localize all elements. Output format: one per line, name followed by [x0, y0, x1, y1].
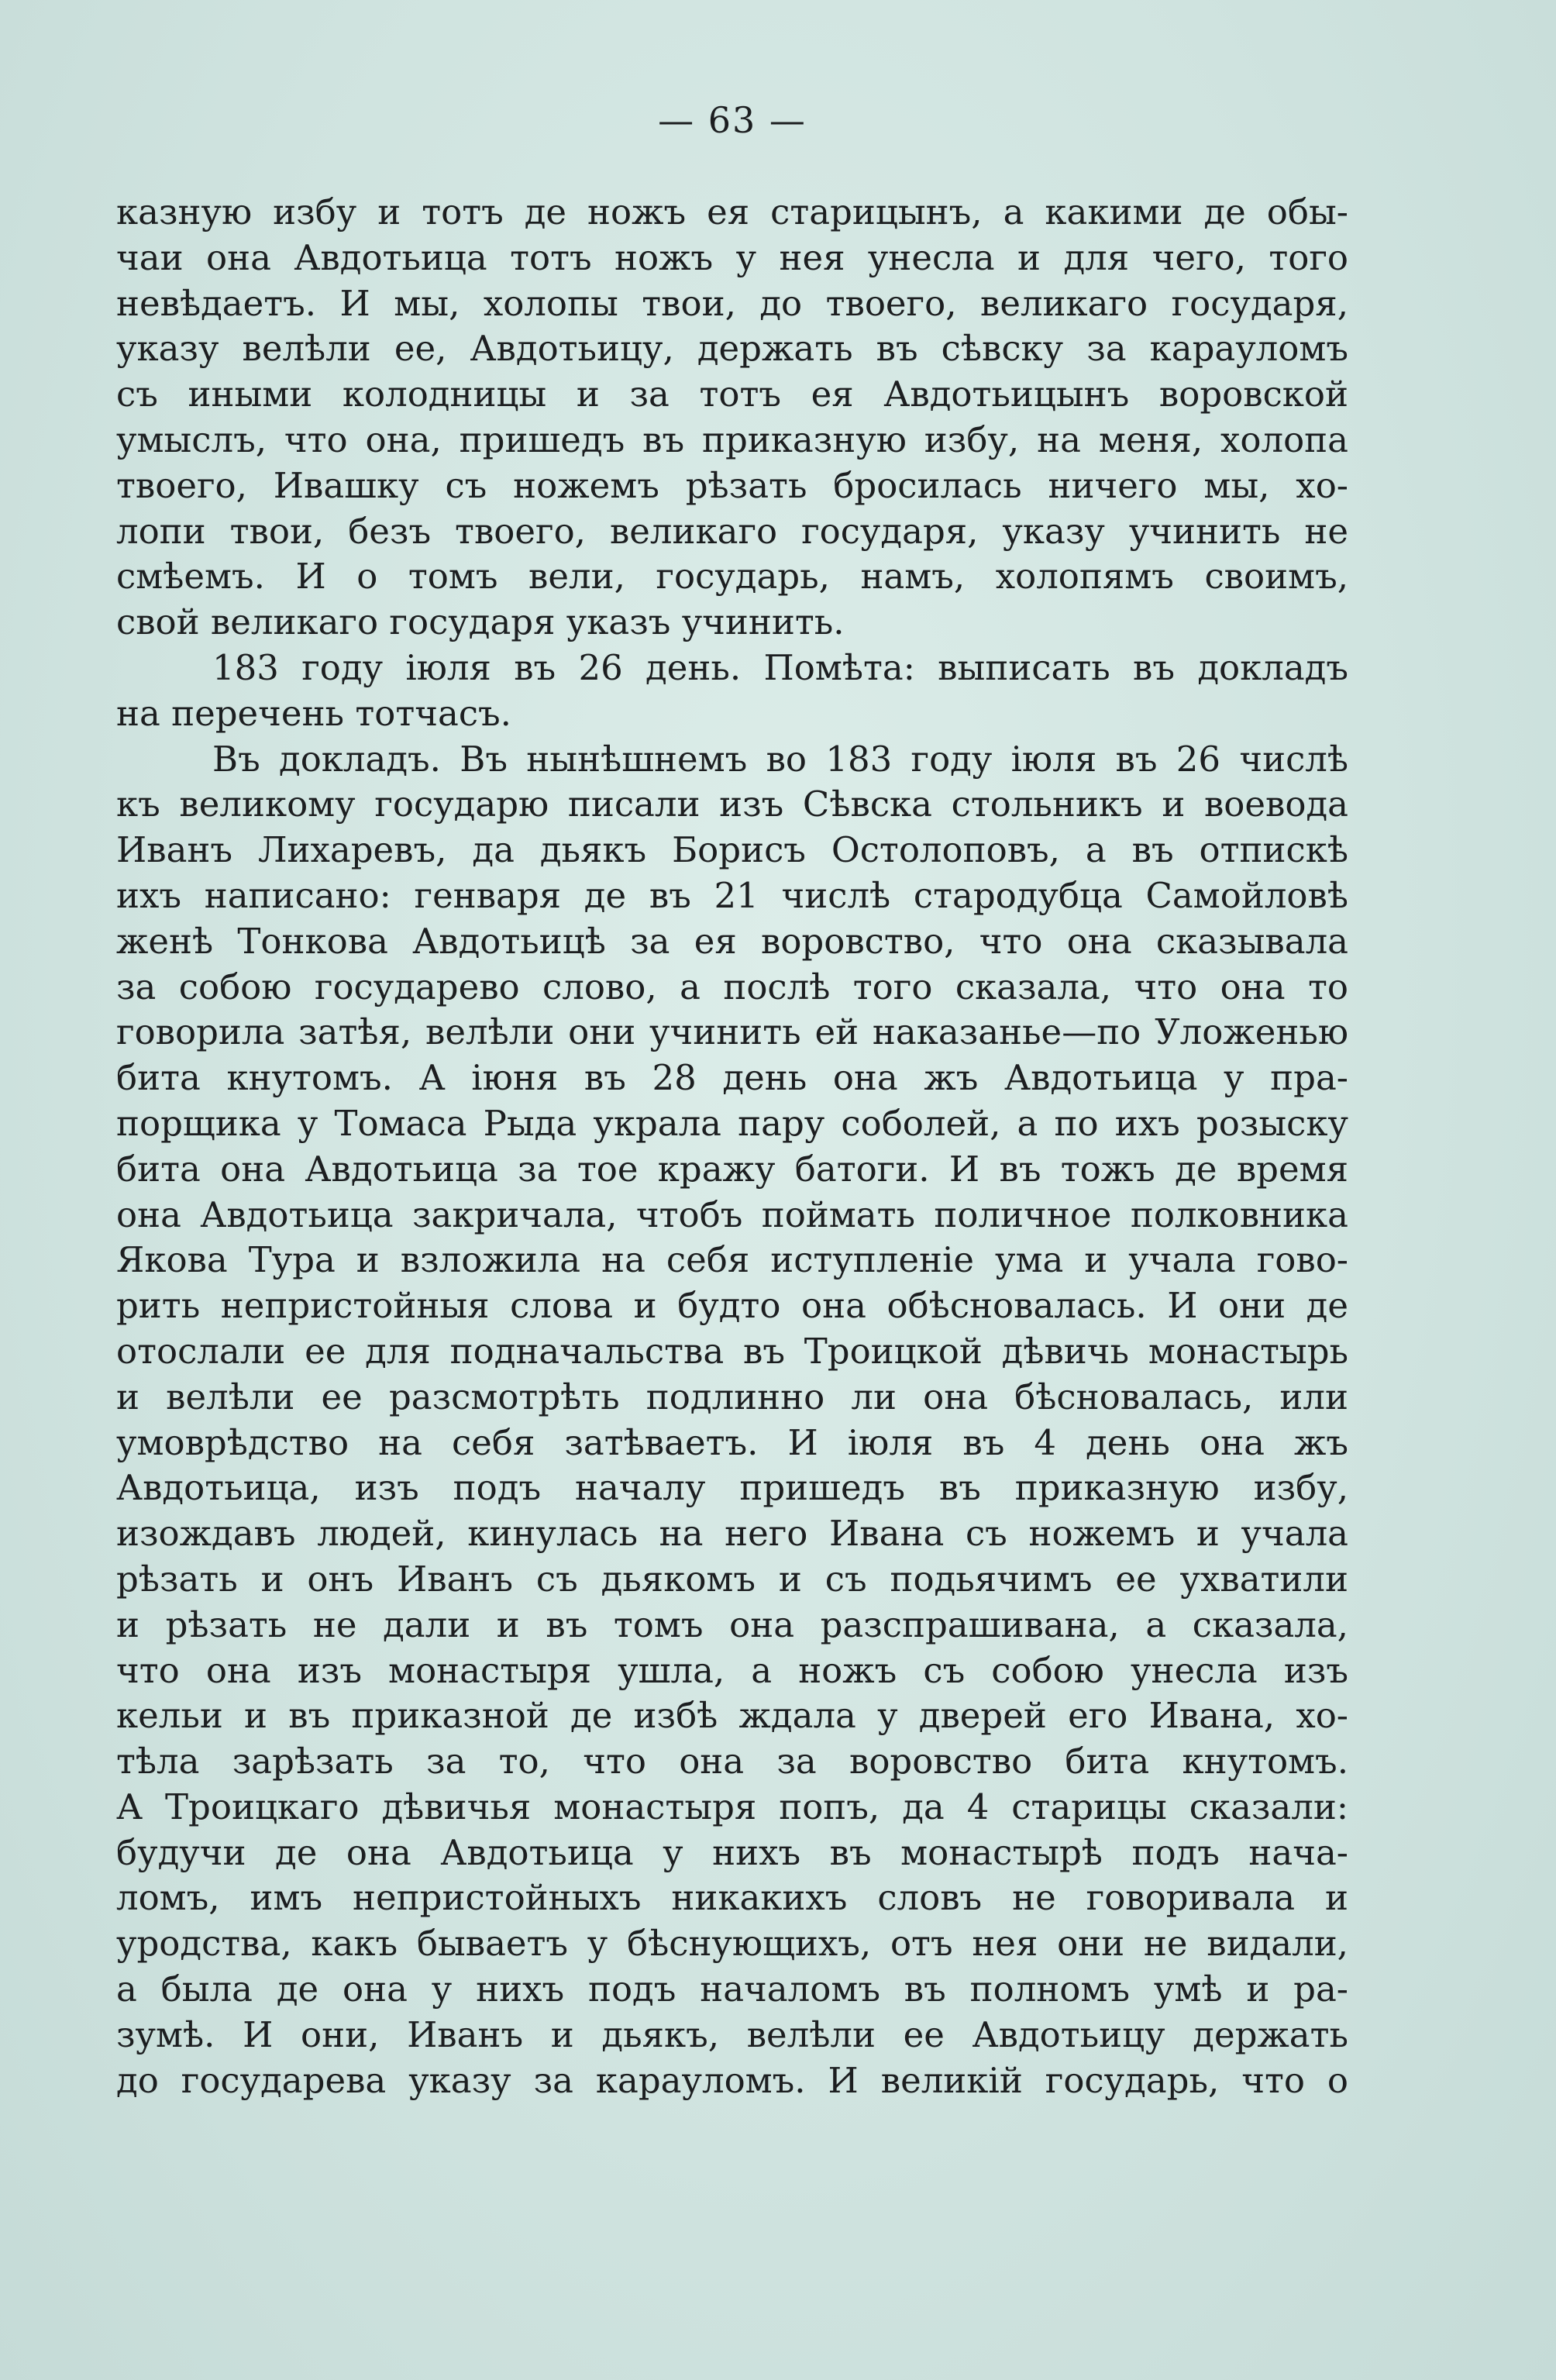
- text-line: рить непристойныя слова и будто она обѣсновалась. И они де: [116, 1285, 1348, 1327]
- text-line: казную избу и тотъ де ножъ ея старицынъ, а какими де обы-: [116, 191, 1348, 232]
- text-line: ихъ написано: генваря де въ 21 числѣ стародубца Самойловѣ: [116, 874, 1348, 916]
- text-line: и рѣзать не дали и въ томъ она разспрашивана, а сказала,: [116, 1603, 1348, 1645]
- text-line: женѣ Тонкова Авдотьицѣ за ея воровство, что она сказывала: [116, 920, 1348, 962]
- text-line: чаи она Авдотьица тотъ ножъ у нея унесла и для чего, того: [116, 236, 1348, 278]
- text-line: невѣдаетъ. И мы, холопы твои, до твоего, великаго государя,: [116, 282, 1348, 324]
- text-line: Въ докладъ. Въ нынѣшнемъ во 183 году іюля въ 26 числѣ: [212, 738, 1348, 780]
- text-line: умоврѣдство на себя затѣваетъ. И іюля въ 4 день она жъ: [116, 1421, 1348, 1463]
- text-line: что она изъ монастыря ушла, а ножъ съ собою унесла изъ: [116, 1649, 1348, 1691]
- body-text: [116, 190, 1348, 2103]
- text-line: до государева указу за карауломъ. И великій государь, что о: [116, 2059, 1348, 2101]
- text-line: Якова Тура и взложила на себя иступленіе ума и учала гово-: [116, 1239, 1348, 1281]
- text-line: отослали ее для подначальства въ Троицкой дѣвичь монастырь: [116, 1330, 1348, 1372]
- text-line: Авдотьица, изъ подъ началу пришедъ въ приказную избу,: [116, 1467, 1348, 1509]
- text-line: на перечень тотчасъ.: [116, 692, 511, 734]
- text-line: кельи и въ приказной де избѣ ждала у дверей его Ивана, хо-: [116, 1695, 1348, 1737]
- text-line: ломъ, имъ непристойныхъ никакихъ словъ не говоривала и: [116, 1877, 1348, 1919]
- page-number: — 63 —: [658, 99, 807, 141]
- text-line: А Троицкаго дѣвичья монастыря попъ, да 4 старицы сказали:: [116, 1786, 1348, 1827]
- text-line: Иванъ Лихаревъ, да дьякъ Борисъ Остолоповъ, а въ отпискѣ: [116, 829, 1348, 871]
- text-line: свой великаго государя указъ учинить.: [116, 601, 845, 643]
- text-line: съ иными колодницы и за тотъ ея Авдотьицынъ воровской: [116, 374, 1348, 415]
- text-line: бита она Авдотьица за тое кражу батоги. И въ тожъ де время: [116, 1148, 1348, 1190]
- text-line: 183 году іюля въ 26 день. Помѣта: выписать въ докладъ: [212, 646, 1348, 688]
- text-line: бита кнутомъ. А іюня въ 28 день она жъ Авдотьица у пра-: [116, 1057, 1348, 1099]
- text-line: твоего, Ивашку съ ножемъ рѣзать бросилась ничего мы, хо-: [116, 464, 1348, 506]
- text-line: рѣзать и онъ Иванъ съ дьякомъ и съ подьячимъ ее ухватили: [116, 1558, 1348, 1600]
- text-line: къ великому государю писали изъ Сѣвска стольникъ и воевода: [116, 784, 1348, 825]
- text-line: тѣла зарѣзать за то, что она за воровство бита кнутомъ.: [116, 1741, 1348, 1782]
- text-line: уродства, какъ бываетъ у бѣснующихъ, отъ нея они не видали,: [116, 1923, 1348, 1965]
- text-line: указу велѣли ее, Авдотьицу, держать въ сѣвску за карауломъ: [116, 328, 1348, 370]
- text-line: умыслъ, что она, пришедъ въ приказную избу, на меня, холопа: [116, 418, 1348, 460]
- text-line: порщика у Томаса Рыда украла пару соболей, а по ихъ розыску: [116, 1102, 1348, 1144]
- text-line: будучи де она Авдотьица у нихъ въ монастырѣ подъ нача-: [116, 1831, 1348, 1873]
- text-line: за собою государево слово, а послѣ того сказала, что она то: [116, 966, 1348, 1007]
- text-line: лопи твои, безъ твоего, великаго государя, указу учинить не: [116, 510, 1348, 552]
- text-line: зумѣ. И они, Иванъ и дьякъ, велѣли ее Авдотьицу держать: [116, 2013, 1348, 2055]
- text-line: изождавъ людей, кинулась на него Ивана съ ножемъ и учала: [116, 1513, 1348, 1555]
- text-line: а была де она у нихъ подъ началомъ въ полномъ умѣ и ра-: [116, 1968, 1348, 2010]
- text-line: говорила затѣя, велѣли они учинить ей наказанье—по Уложенью: [116, 1011, 1348, 1053]
- text-line: она Авдотьица закричала, чтобъ поймать поличное полковника: [116, 1193, 1348, 1235]
- text-line: смѣемъ. И о томъ вели, государь, намъ, холопямъ своимъ,: [116, 556, 1348, 598]
- text-line: и велѣли ее разсмотрѣть подлинно ли она бѣсновалась, или: [116, 1376, 1348, 1417]
